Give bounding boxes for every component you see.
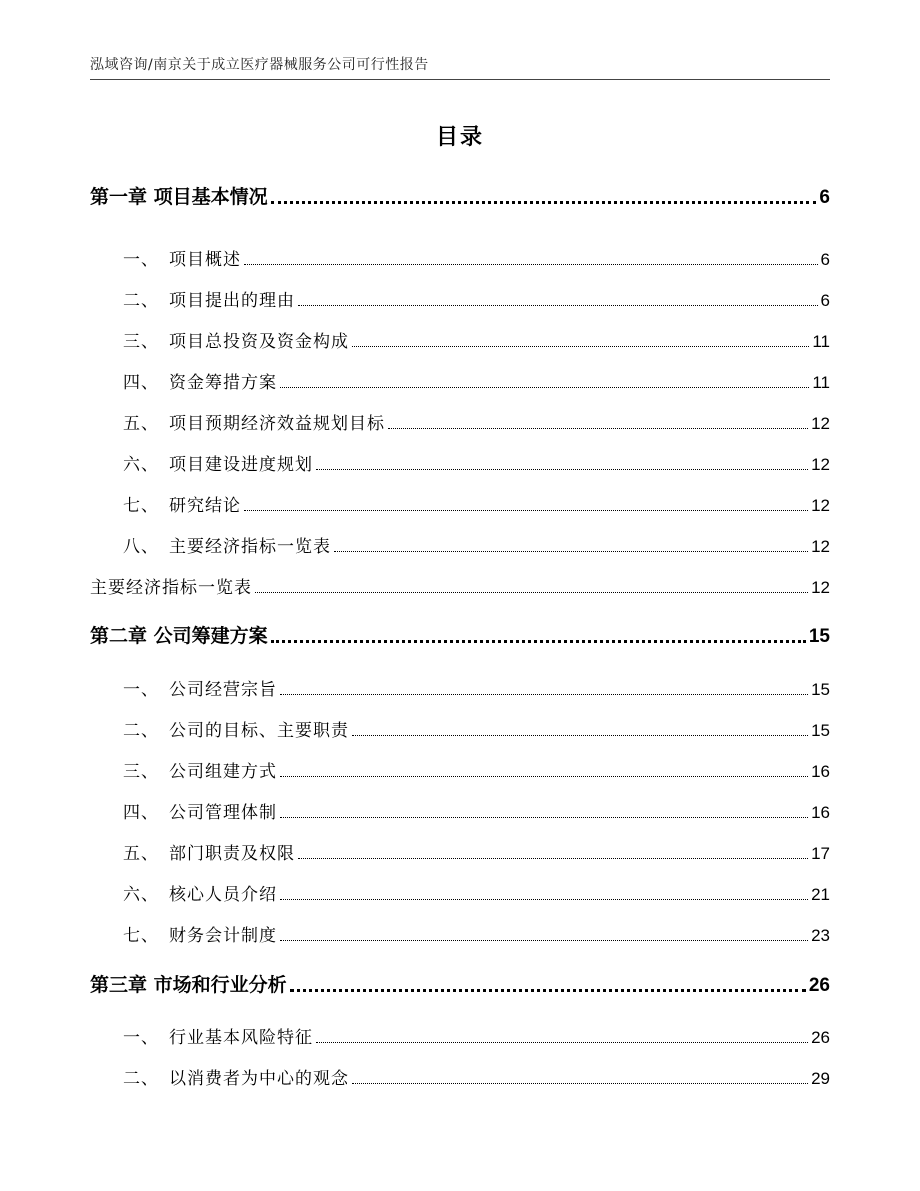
toc-page-number: 16 bbox=[811, 803, 830, 822]
toc-entry-label bbox=[123, 491, 241, 516]
toc-entry-number: 二、 bbox=[123, 721, 159, 741]
dot-leader bbox=[298, 305, 818, 306]
toc-entry-label bbox=[123, 839, 295, 864]
toc-entry-label bbox=[90, 573, 252, 598]
toc-section-entry[interactable] bbox=[123, 715, 830, 741]
toc-entry-label bbox=[123, 716, 349, 741]
toc-section-entry[interactable] bbox=[123, 490, 830, 516]
toc-section-entry[interactable] bbox=[123, 756, 830, 782]
toc-section-entry[interactable] bbox=[123, 285, 830, 311]
toc-entry-number: 一、 bbox=[123, 250, 159, 270]
toc-entry-label bbox=[123, 1064, 349, 1089]
header-rule bbox=[90, 79, 830, 80]
dot-leader bbox=[280, 776, 808, 777]
toc-entry-number: 三、 bbox=[123, 332, 159, 352]
toc-page-number: 12 bbox=[811, 496, 830, 515]
toc-entry-number: 五、 bbox=[123, 414, 159, 434]
toc-entry-label bbox=[123, 757, 277, 782]
toc-page-number: 15 bbox=[808, 626, 830, 647]
toc-entry-number: 四、 bbox=[123, 373, 159, 393]
toc-entry-label bbox=[123, 880, 277, 905]
toc-chapter-entry[interactable] bbox=[90, 183, 830, 209]
toc-page-number: 11 bbox=[812, 373, 830, 392]
toc-page-number: 6 bbox=[820, 250, 830, 269]
dot-leader bbox=[316, 469, 808, 470]
toc-section-entry[interactable] bbox=[123, 531, 830, 557]
toc-entry-number: 七、 bbox=[123, 496, 159, 516]
toc-entry-label bbox=[123, 327, 349, 352]
toc-page-number: 12 bbox=[811, 455, 830, 474]
toc-page-number: 11 bbox=[812, 332, 830, 351]
dot-leader bbox=[388, 428, 808, 429]
dot-leader bbox=[334, 551, 808, 552]
toc-entry-text: 第三章 市场和行业分析 bbox=[90, 974, 287, 996]
toc-entry-text: 资金筹措方案 bbox=[169, 373, 277, 393]
page-header: 泓域咨询/南京关于成立医疗器械服务公司可行性报告 bbox=[90, 57, 429, 73]
toc-entry-label bbox=[123, 368, 277, 393]
dot-leader bbox=[271, 640, 806, 643]
toc-entry-label bbox=[123, 921, 277, 946]
toc-entry-text: 研究结论 bbox=[169, 496, 241, 516]
dot-leader bbox=[271, 201, 817, 204]
toc-entry-label bbox=[90, 621, 268, 648]
toc-page-number: 12 bbox=[811, 414, 830, 433]
dot-leader bbox=[352, 735, 808, 736]
toc-page-number: 17 bbox=[811, 844, 830, 863]
toc-entry-label bbox=[123, 798, 277, 823]
dot-leader bbox=[244, 264, 818, 265]
toc-section-entry[interactable] bbox=[123, 1063, 830, 1089]
toc-entry-number: 一、 bbox=[123, 680, 159, 700]
toc-page-number: 21 bbox=[811, 885, 830, 904]
toc-section-entry[interactable] bbox=[123, 408, 830, 434]
toc-entry-text: 主要经济指标一览表 bbox=[90, 578, 252, 598]
toc-chapter-entry[interactable] bbox=[90, 622, 830, 648]
dot-leader bbox=[280, 817, 808, 818]
toc-section-entry[interactable] bbox=[123, 920, 830, 946]
toc-entry-text: 部门职责及权限 bbox=[169, 844, 295, 864]
toc-entry-number: 二、 bbox=[123, 291, 159, 311]
toc-entry-number: 三、 bbox=[123, 762, 159, 782]
toc-entry-label bbox=[123, 532, 331, 557]
toc-entry-text: 项目总投资及资金构成 bbox=[169, 332, 349, 352]
toc-section-entry[interactable] bbox=[123, 449, 830, 475]
toc-page-number: 15 bbox=[811, 680, 830, 699]
toc-page-number: 16 bbox=[811, 762, 830, 781]
toc-page-number: 26 bbox=[808, 975, 830, 996]
toc-entry-text: 项目预期经济效益规划目标 bbox=[169, 414, 385, 434]
toc-page-number: 12 bbox=[811, 578, 830, 597]
toc-title: 目录 bbox=[435, 125, 484, 150]
toc-entry-label bbox=[123, 450, 313, 475]
toc-page-number: 15 bbox=[811, 721, 830, 740]
toc-entry-text: 公司的目标、主要职责 bbox=[169, 721, 349, 741]
toc-section-entry[interactable] bbox=[123, 367, 830, 393]
toc-entry-number: 六、 bbox=[123, 885, 159, 905]
toc-entry-number: 二、 bbox=[123, 1069, 159, 1089]
toc-section-entry[interactable] bbox=[123, 797, 830, 823]
toc-entry-number: 六、 bbox=[123, 455, 159, 475]
toc-entry-text: 公司经营宗旨 bbox=[169, 680, 277, 700]
toc-entry-number: 一、 bbox=[123, 1028, 159, 1048]
toc-section-entry[interactable] bbox=[123, 326, 830, 352]
toc-entry-text: 项目提出的理由 bbox=[169, 291, 295, 311]
toc-entry-text: 行业基本风险特征 bbox=[169, 1028, 313, 1048]
toc-chapter-entry[interactable] bbox=[90, 971, 830, 997]
toc-entry-text: 项目建设进度规划 bbox=[169, 455, 313, 475]
toc-entry-number: 七、 bbox=[123, 926, 159, 946]
toc-entry-text: 公司组建方式 bbox=[169, 762, 277, 782]
toc-entry-number: 四、 bbox=[123, 803, 159, 823]
dot-leader bbox=[352, 346, 809, 347]
toc-entry-text: 以消费者为中心的观念 bbox=[169, 1069, 349, 1089]
toc-entry-text: 核心人员介绍 bbox=[169, 885, 277, 905]
dot-leader bbox=[280, 387, 809, 388]
toc-entry-text: 项目概述 bbox=[169, 250, 241, 270]
toc-page-number: 23 bbox=[811, 926, 830, 945]
dot-leader bbox=[244, 510, 808, 511]
dot-leader bbox=[290, 989, 806, 992]
toc-section-entry[interactable] bbox=[123, 674, 830, 700]
toc-page-number: 6 bbox=[820, 291, 830, 310]
toc-entry-text: 公司管理体制 bbox=[169, 803, 277, 823]
dot-leader bbox=[280, 940, 808, 941]
toc-entry-text: 主要经济指标一览表 bbox=[169, 537, 331, 557]
toc-entry-label bbox=[123, 286, 295, 311]
dot-leader bbox=[255, 592, 808, 593]
toc-entry-label bbox=[123, 675, 277, 700]
dot-leader bbox=[280, 694, 808, 695]
dot-leader bbox=[298, 858, 808, 859]
toc-entry-label bbox=[123, 409, 385, 434]
toc-page-number: 12 bbox=[811, 537, 830, 556]
toc-entry-text: 第一章 项目基本情况 bbox=[90, 186, 268, 208]
toc-section-entry[interactable] bbox=[123, 879, 830, 905]
dot-leader bbox=[316, 1042, 808, 1043]
toc-entry-label bbox=[123, 245, 241, 270]
toc-entry-number: 五、 bbox=[123, 844, 159, 864]
toc-page-number: 26 bbox=[811, 1028, 830, 1047]
dot-leader bbox=[352, 1083, 808, 1084]
toc-section-entry[interactable] bbox=[123, 838, 830, 864]
toc-entry-number: 八、 bbox=[123, 537, 159, 557]
toc-page-number: 29 bbox=[811, 1069, 830, 1088]
toc-section-entry[interactable] bbox=[90, 572, 830, 598]
toc-entry-text: 第二章 公司筹建方案 bbox=[90, 625, 268, 647]
toc-section-entry[interactable] bbox=[123, 1022, 830, 1048]
toc-entry-label bbox=[90, 182, 268, 209]
toc-section-entry[interactable] bbox=[123, 244, 830, 270]
toc-entry-text: 财务会计制度 bbox=[169, 926, 277, 946]
toc-entry-label bbox=[123, 1023, 313, 1048]
toc-page-number: 6 bbox=[819, 187, 830, 208]
dot-leader bbox=[280, 899, 808, 900]
toc-entry-label bbox=[90, 970, 287, 997]
